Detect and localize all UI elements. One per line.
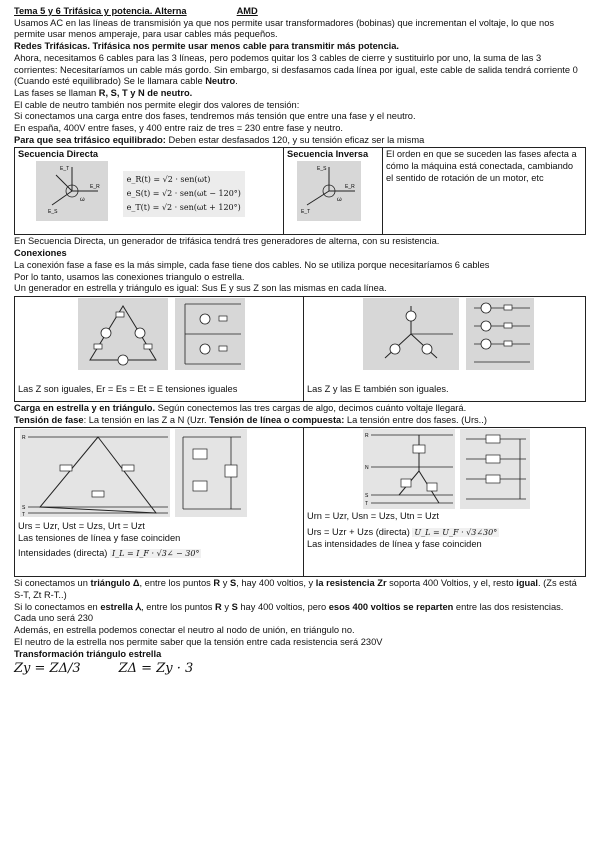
inverse-er-label: E_R [345,184,355,191]
inverse-phasor-diagram [297,161,361,221]
equation-es: e_S(t) = √2 · sen(ωt − 120°) [126,189,241,199]
delta-load-line2: Las tensiones de línea y fase coinciden [18,533,181,544]
tension-fase-paragraph: Tensión de fase: La tensión en las Z a N (Uzr. Tensión de línea o compuesta: La tensión entre dos fases. (Urs..) [14,414,487,425]
neutro-nodo-paragraph: Además, en estrella podemos conectar el neutro al nodo de unión, en triángulo no. [14,625,355,636]
inverse-et-label: E_T [301,209,311,216]
direct-er-label: E_R [90,184,100,191]
inverse-sequence-cell [284,148,383,235]
star-generator-cell [304,296,586,401]
star-load-diagram [363,429,455,509]
transformacion-heading: Transformación triángulo estrella [14,648,162,659]
delta-load-circuit [175,429,247,517]
star-load-circuit [460,429,530,509]
inverse-es-label: E_S [317,166,327,173]
direct-sequence-title: Secuencia Directa [18,149,99,160]
star-load-cell [304,428,586,577]
equation-er: e_R(t) = √2 · sen(ωt) [126,175,211,185]
direct-et-label: E_T [60,166,70,173]
star-impedance-formula: Zy = ZΔ/3 [14,661,81,677]
delta-node-r: R [22,435,26,442]
star-generator-caption: Las Z y las E también son iguales. [307,383,449,394]
estrella-paragraph: Si lo conectamos en estrella ⅄, entre los puntos R y S hay 400 voltios, pero esos 400 voltios se reparten entre las dos resistencias. Cada uno será 230 [14,601,564,624]
delta-current-formula: I_L = I_F · √3∠ − 30° [112,548,200,558]
dos-fases-paragraph: Si conectamos una carga entre dos fases, tendremos más tensión que entre una fase y el neutro. [14,111,416,122]
page-title [14,6,586,18]
inverse-omega-label: ω [337,197,342,204]
transformation-formulas [14,663,586,675]
star-voltage-formula: U_L = U_F · √3∠30° [414,528,498,538]
equilibrado-paragraph: Para que sea trifásico equilibrado: Deben estar desfasados 120, y su tensión eficaz ser la misma [14,134,425,145]
star-node-r: R [365,433,369,440]
delta-generator-circuit [175,298,245,370]
delta-load-line1: Urs = Uzr, Ust = Uzs, Urt = Uzt [18,521,145,532]
sequence-note: El orden en que se suceden las fases afecta a cómo la máquina está conectada, cambiando el sentido de rotación de un motor, etc [386,149,577,183]
sequence-table [14,147,586,235]
intro-paragraph: Usamos AC en las líneas de transmisión ya que nos permite usar transformadores (bobinas) que incrementan el voltaje, lo que nos permite usar menos amperaje, para usar cables más pequeños. [14,17,555,40]
star-generator-diagram [363,298,459,370]
fase-a-fase-paragraph: La conexión fase a fase es la más simple, cada fase tiene dos cables. No se utiliza porque necesitaríamos 6 cables [14,259,490,270]
sequence-note-cell [383,148,586,235]
star-node-s: S [365,493,369,500]
neutro-230-paragraph: El neutro de la estrella nos permite saber que la tensión entre cada resistencia será 230V [14,636,383,647]
delta-generator-caption: Las Z son iguales, Er = Es = Et = E tensiones iguales [18,383,238,394]
star-load-line2: Urs = Uzr + Uzs (directa) U_L = U_F · √3∠30° [307,527,498,538]
triangulo-paragraph: Si conectamos un triángulo Δ, entre los puntos R y S, hay 400 voltios, y la resistencia Zr soporta 400 Voltios, y el, resto igual. (Zs está S-T, Zt R-T..) [14,578,577,601]
direct-phasor-diagram [36,161,108,221]
generador-paragraph: Un generador en estrella y triángulo es igual: Sus E y sus Z son las mismas en cada línea. [14,283,387,294]
trifasica-heading: Redes Trifásicas. Trifásica nos permite usar menos cable para transmitir más potencia. [14,41,399,52]
neutro-paragraph: Ahora, necesitamos 6 cables para las 3 líneas, pero podemos quitar los 3 cables de cierre y sustituirlo por uno, la suma de las 3 corrientes: Necesitaríamos un cable más gordo. Sin embargo, si desfasamos cada línea por igual, este cable de salida tendrá corriente 0 (Cuando esté equilibrado) Se le llamara cable Neutro. [14,52,578,87]
sequence-equations [123,171,245,217]
conexiones-heading: Conexiones [14,248,67,259]
delta-node-s: S [22,505,26,512]
title-tag: AMD [236,6,258,16]
carga-heading: Carga en estrella y en triángulo. Según conectemos las tres cargas de algo, decimos cuánto voltaje llegará. [14,402,467,413]
delta-node-t: T [22,512,26,518]
delta-load-line3: Intensidades (directa) I_L = I_F · √3∠ − 30° [18,547,200,558]
star-load-line1: Urn = Uzr, Usn = Uzs, Utn = Uzt [307,511,439,522]
star-node-t: T [365,501,369,508]
star-node-n: N [365,465,369,472]
star-generator-circuit [466,298,534,370]
delta-load-diagram [20,429,170,517]
star-load-line3: Las intensidades de línea y fase coinciden [307,538,482,549]
espana-paragraph: En españa, 400V entre fases, y 400 entre raiz de tres = 230 entre fase y neutro. [14,123,343,134]
delta-impedance-formula: ZΔ = Zy · 3 [118,661,194,677]
equation-et: e_T(t) = √2 · sen(ωt + 120°) [126,203,241,213]
title-text: Tema 5 y 6 Trifásica y potencia. Alterna [14,6,187,16]
neutro-tension-paragraph: El cable de neutro también nos permite elegir dos valores de tensión: [14,99,300,110]
inverse-sequence-title: Secuencia Inversa [287,149,369,160]
load-table [14,427,586,577]
direct-es-label: E_S [48,209,58,216]
secuencia-directa-paragraph: En Secuencia Directa, un generador de trifásica tendrá tres generadores de alterna, con su resistencia. [14,236,440,247]
direct-omega-label: ω [80,197,85,204]
delta-generator-diagram [78,298,168,370]
generator-table [14,296,586,402]
delta-generator-cell [15,296,304,401]
por-lo-tanto-paragraph: Por lo tanto, usamos las conexiones triangulo o estrella. [14,271,245,282]
direct-sequence-cell [15,148,284,235]
fases-paragraph: Las fases se llaman R, S, T y N de neutro. [14,87,193,98]
delta-load-cell [15,428,304,577]
